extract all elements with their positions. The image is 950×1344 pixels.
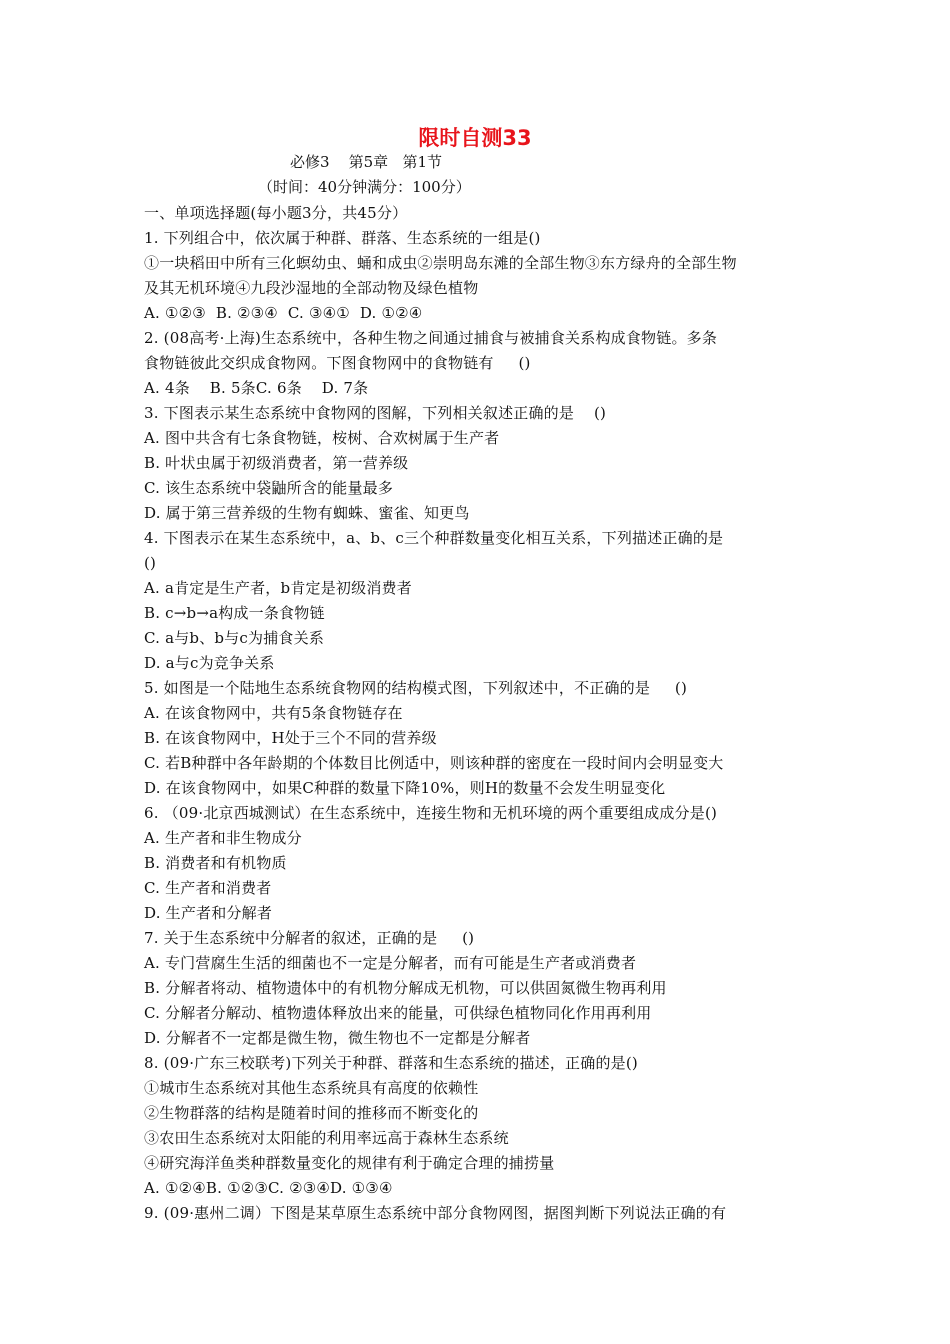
text-line: A. 图中共含有七条食物链，桉树、合欢树属于生产者 bbox=[144, 429, 500, 447]
text-line: 8. (09·广东三校联考)下列关于种群、群落和生态系统的描述，正确的是() bbox=[144, 1054, 638, 1072]
text-line: A. ①②③ B. ②③④ C. ③④① D. ①②④ bbox=[144, 304, 423, 322]
text-line: B. c→b→a构成一条食物链 bbox=[144, 604, 325, 622]
text-line: ①城市生态系统对其他生态系统具有高度的依赖性 bbox=[144, 1079, 479, 1097]
text-line: D. a与c为竞争关系 bbox=[144, 654, 275, 672]
text-line: 4. 下图表示在某生态系统中，a、b、c三个种群数量变化相互关系，下列描述正确的是 bbox=[144, 529, 724, 547]
question-body bbox=[144, 201, 824, 1226]
text-line: A. 专门营腐生生活的细菌也不一定是分解者，而有可能是生产者或消费者 bbox=[144, 954, 637, 972]
text-line: 及其无机环境④九段沙湿地的全部动物及绿色植物 bbox=[144, 279, 479, 297]
text-line: C. 生产者和消费者 bbox=[144, 879, 272, 897]
text-line: B. 叶状虫属于初级消费者，第一营养级 bbox=[144, 454, 409, 472]
text-line: () bbox=[144, 554, 157, 572]
text-line: B. 消费者和有机物质 bbox=[144, 854, 287, 872]
text-line: D. 在该食物网中，如果C种群的数量下降10%，则H的数量不会发生明显变化 bbox=[144, 779, 666, 797]
text-line: C. 该生态系统中袋鼬所含的能量最多 bbox=[144, 479, 394, 497]
text-line: ①一块稻田中所有三化螟幼虫、蛹和成虫②崇明岛东滩的全部生物③东方绿舟的全部生物 bbox=[144, 254, 737, 272]
time-limit-line: （时间：40分钟满分：100分） bbox=[258, 178, 471, 196]
text-line: C. 分解者分解动、植物遗体释放出来的能量，可供绿色植物同化作用再利用 bbox=[144, 1004, 652, 1022]
text-line: A. 在该食物网中，共有5条食物链存在 bbox=[144, 704, 403, 722]
text-line: A. 4条 B. 5条C. 6条 D. 7条 bbox=[144, 379, 369, 397]
text-line: 一、单项选择题(每小题3分，共45分） bbox=[144, 204, 408, 222]
text-line: D. 生产者和分解者 bbox=[144, 904, 273, 922]
text-line: ④研究海洋鱼类种群数量变化的规律有利于确定合理的捕捞量 bbox=[144, 1154, 555, 1172]
text-line: 5. 如图是一个陆地生态系统食物网的结构模式图，下列叙述中，不正确的是 () bbox=[144, 679, 688, 697]
text-line: D. 属于第三营养级的生物有蜘蛛、蜜雀、知更鸟 bbox=[144, 504, 470, 522]
text-line: C. 若B种群中各年龄期的个体数目比例适中，则该种群的密度在一段时间内会明显变大 bbox=[144, 754, 724, 772]
text-line: 7. 关于生态系统中分解者的叙述，正确的是 () bbox=[144, 929, 475, 947]
text-line: D. 分解者不一定都是微生物，微生物也不一定都是分解者 bbox=[144, 1029, 531, 1047]
text-line: 3. 下图表示某生态系统中食物网的图解，下列相关叙述正确的是 () bbox=[144, 404, 607, 422]
text-line: B. 分解者将动、植物遗体中的有机物分解成无机物，可以供固氮微生物再利用 bbox=[144, 979, 667, 997]
text-line: C. a与b、b与c为捕食关系 bbox=[144, 629, 325, 647]
text-line: 2. (08高考·上海)生态系统中，各种生物之间通过捕食与被捕食关系构成食物链。多条 bbox=[144, 329, 718, 347]
text-line: 6. （09·北京西城测试）在生态系统中，连接生物和无机环境的两个重要组成成分是() bbox=[144, 804, 718, 822]
page-subtitle: 必修3 第5章 第1节 bbox=[290, 153, 443, 171]
text-line: ③农田生态系统对太阳能的利用率远高于森林生态系统 bbox=[144, 1129, 509, 1147]
text-line: B. 在该食物网中，H处于三个不同的营养级 bbox=[144, 729, 437, 747]
page-title: 限时自测33 bbox=[418, 126, 532, 150]
text-line: 9. (09·惠州二调）下图是某草原生态系统中部分食物网图，据图判断下列说法正确的有 bbox=[144, 1204, 727, 1222]
text-line: A. a肯定是生产者，b肯定是初级消费者 bbox=[144, 579, 412, 597]
text-line: 食物链彼此交织成食物网。下图食物网中的食物链有 () bbox=[144, 354, 531, 372]
text-line: A. 生产者和非生物成分 bbox=[144, 829, 302, 847]
text-line: ②生物群落的结构是随着时间的推移而不断变化的 bbox=[144, 1104, 479, 1122]
text-line: A. ①②④B. ①②③C. ②③④D. ①③④ bbox=[144, 1179, 393, 1197]
text-line: 1. 下列组合中，依次属于种群、群落、生态系统的一组是() bbox=[144, 229, 541, 247]
